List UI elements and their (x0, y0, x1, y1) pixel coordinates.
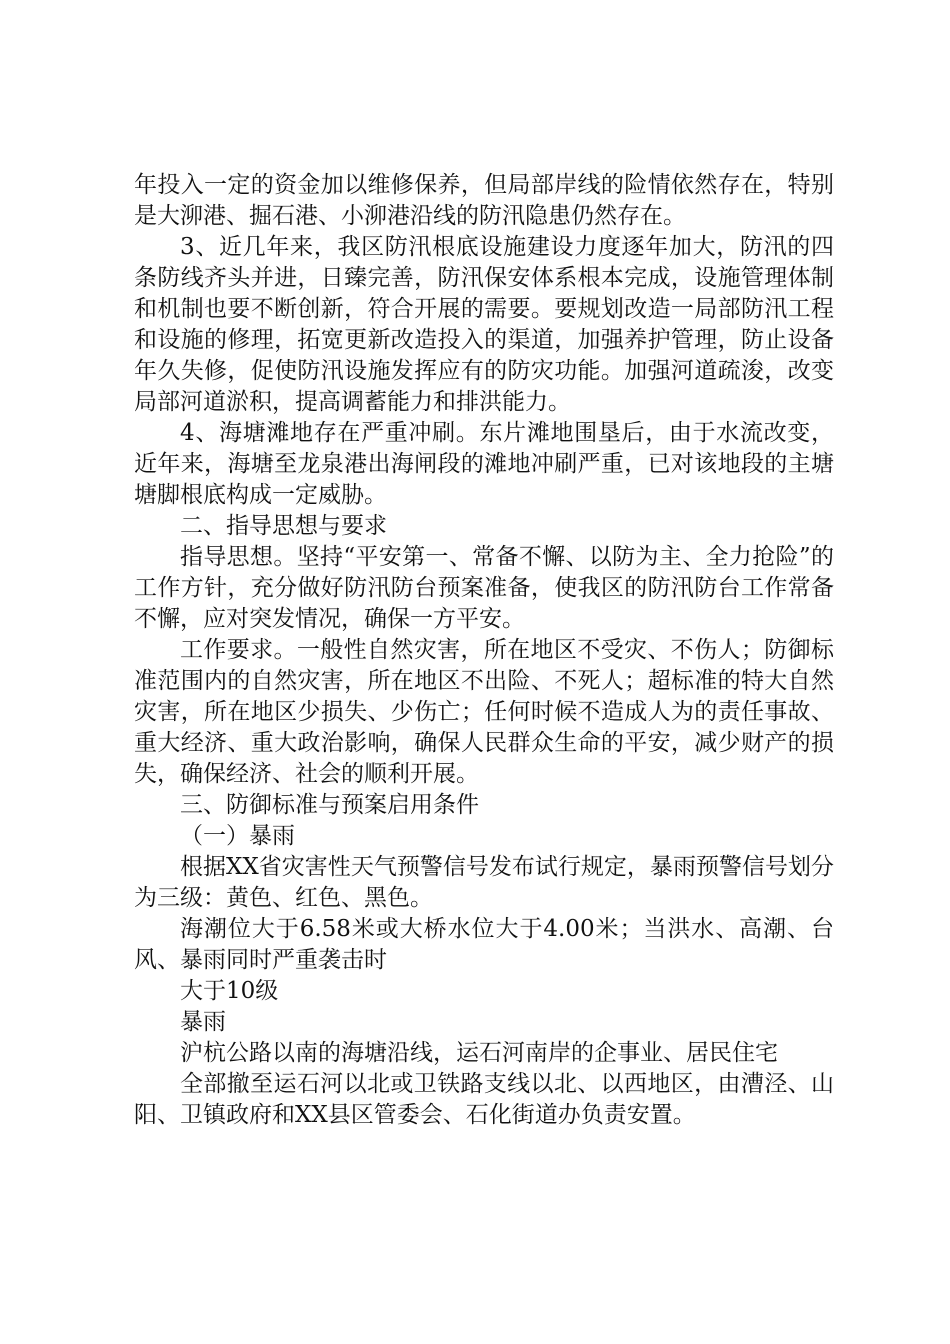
paragraph-evacuation: 全部撤至运石河以北或卫铁路支线以北、以西地区，由漕泾、山阳、卫镇政府和XX县区管委会、石化街道办负责安置。 (134, 1071, 834, 1128)
section-heading-2: 二、指导思想与要求 (180, 513, 387, 539)
document-body (134, 170, 834, 1131)
paragraph-wind-level: 大于10级 (180, 978, 279, 1004)
paragraph-rainstorm: 暴雨 (180, 1009, 226, 1035)
paragraph-continuation: 年投入一定的资金加以维修保养，但局部岸线的险情依然存在，特别是大泖港、掘石港、小泖港沿线的防汛隐患仍然存在。 (134, 172, 834, 229)
paragraph-affected-area: 沪杭公路以南的海塘沿线，运石河南岸的企事业、居民住宅 (180, 1040, 778, 1066)
paragraph-guiding-idea: 指导思想。坚持“平安第一、常备不懈、以防为主、全力抢险”的工作方针，充分做好防汛防台预案准备，使我区的防汛防台工作常备不懈，应对突发情况，确保一方平安。 (134, 544, 834, 632)
section-heading-3: 三、防御标准与预案启用条件 (180, 792, 479, 818)
paragraph-item-3: 3、近几年来，我区防汛根底设施建设力度逐年加大，防汛的四条防线齐头并进，日臻完善，防汛保安体系根本完成，设施管理体制和机制也要不断创新，符合开展的需要。要规划改造一局部防汛工程和设施的修理，拓宽更新改造投入的渠道，加强养护管理，防止设备年久失修，促使防汛设施发挥应有的防灾功能。加强河道疏浚，改变局部河道淤积，提高调蓄能力和排洪能力。 (134, 234, 834, 415)
paragraph-item-4: 4、海塘滩地存在严重冲刷。东片滩地围垦后，由于水流改变，近年来，海塘至龙泉港出海闸段的滩地冲刷严重，已对该地段的主塘塘脚根底构成一定威胁。 (134, 420, 834, 508)
paragraph-tide-level: 海潮位大于6.58米或大桥水位大于4.00米；当洪水、高潮、台风、暴雨同时严重袭击时 (134, 916, 834, 973)
subsection-heading-rainstorm: （一）暴雨 (180, 823, 295, 849)
paragraph-warning-levels: 根据XX省灾害性天气预警信号发布试行规定，暴雨预警信号划分为三级：黄色、红色、黑色。 (134, 854, 834, 911)
paragraph-work-requirements: 工作要求。一般性自然灾害，所在地区不受灾、不伤人；防御标准范围内的自然灾害，所在地区不出险、不死人；超标准的特大自然灾害，所在地区少损失、少伤亡；任何时候不造成人为的责任事故、重大经济、重大政治影响，确保人民群众生命的平安，减少财产的损失，确保经济、社会的顺利开展。 (134, 637, 834, 787)
